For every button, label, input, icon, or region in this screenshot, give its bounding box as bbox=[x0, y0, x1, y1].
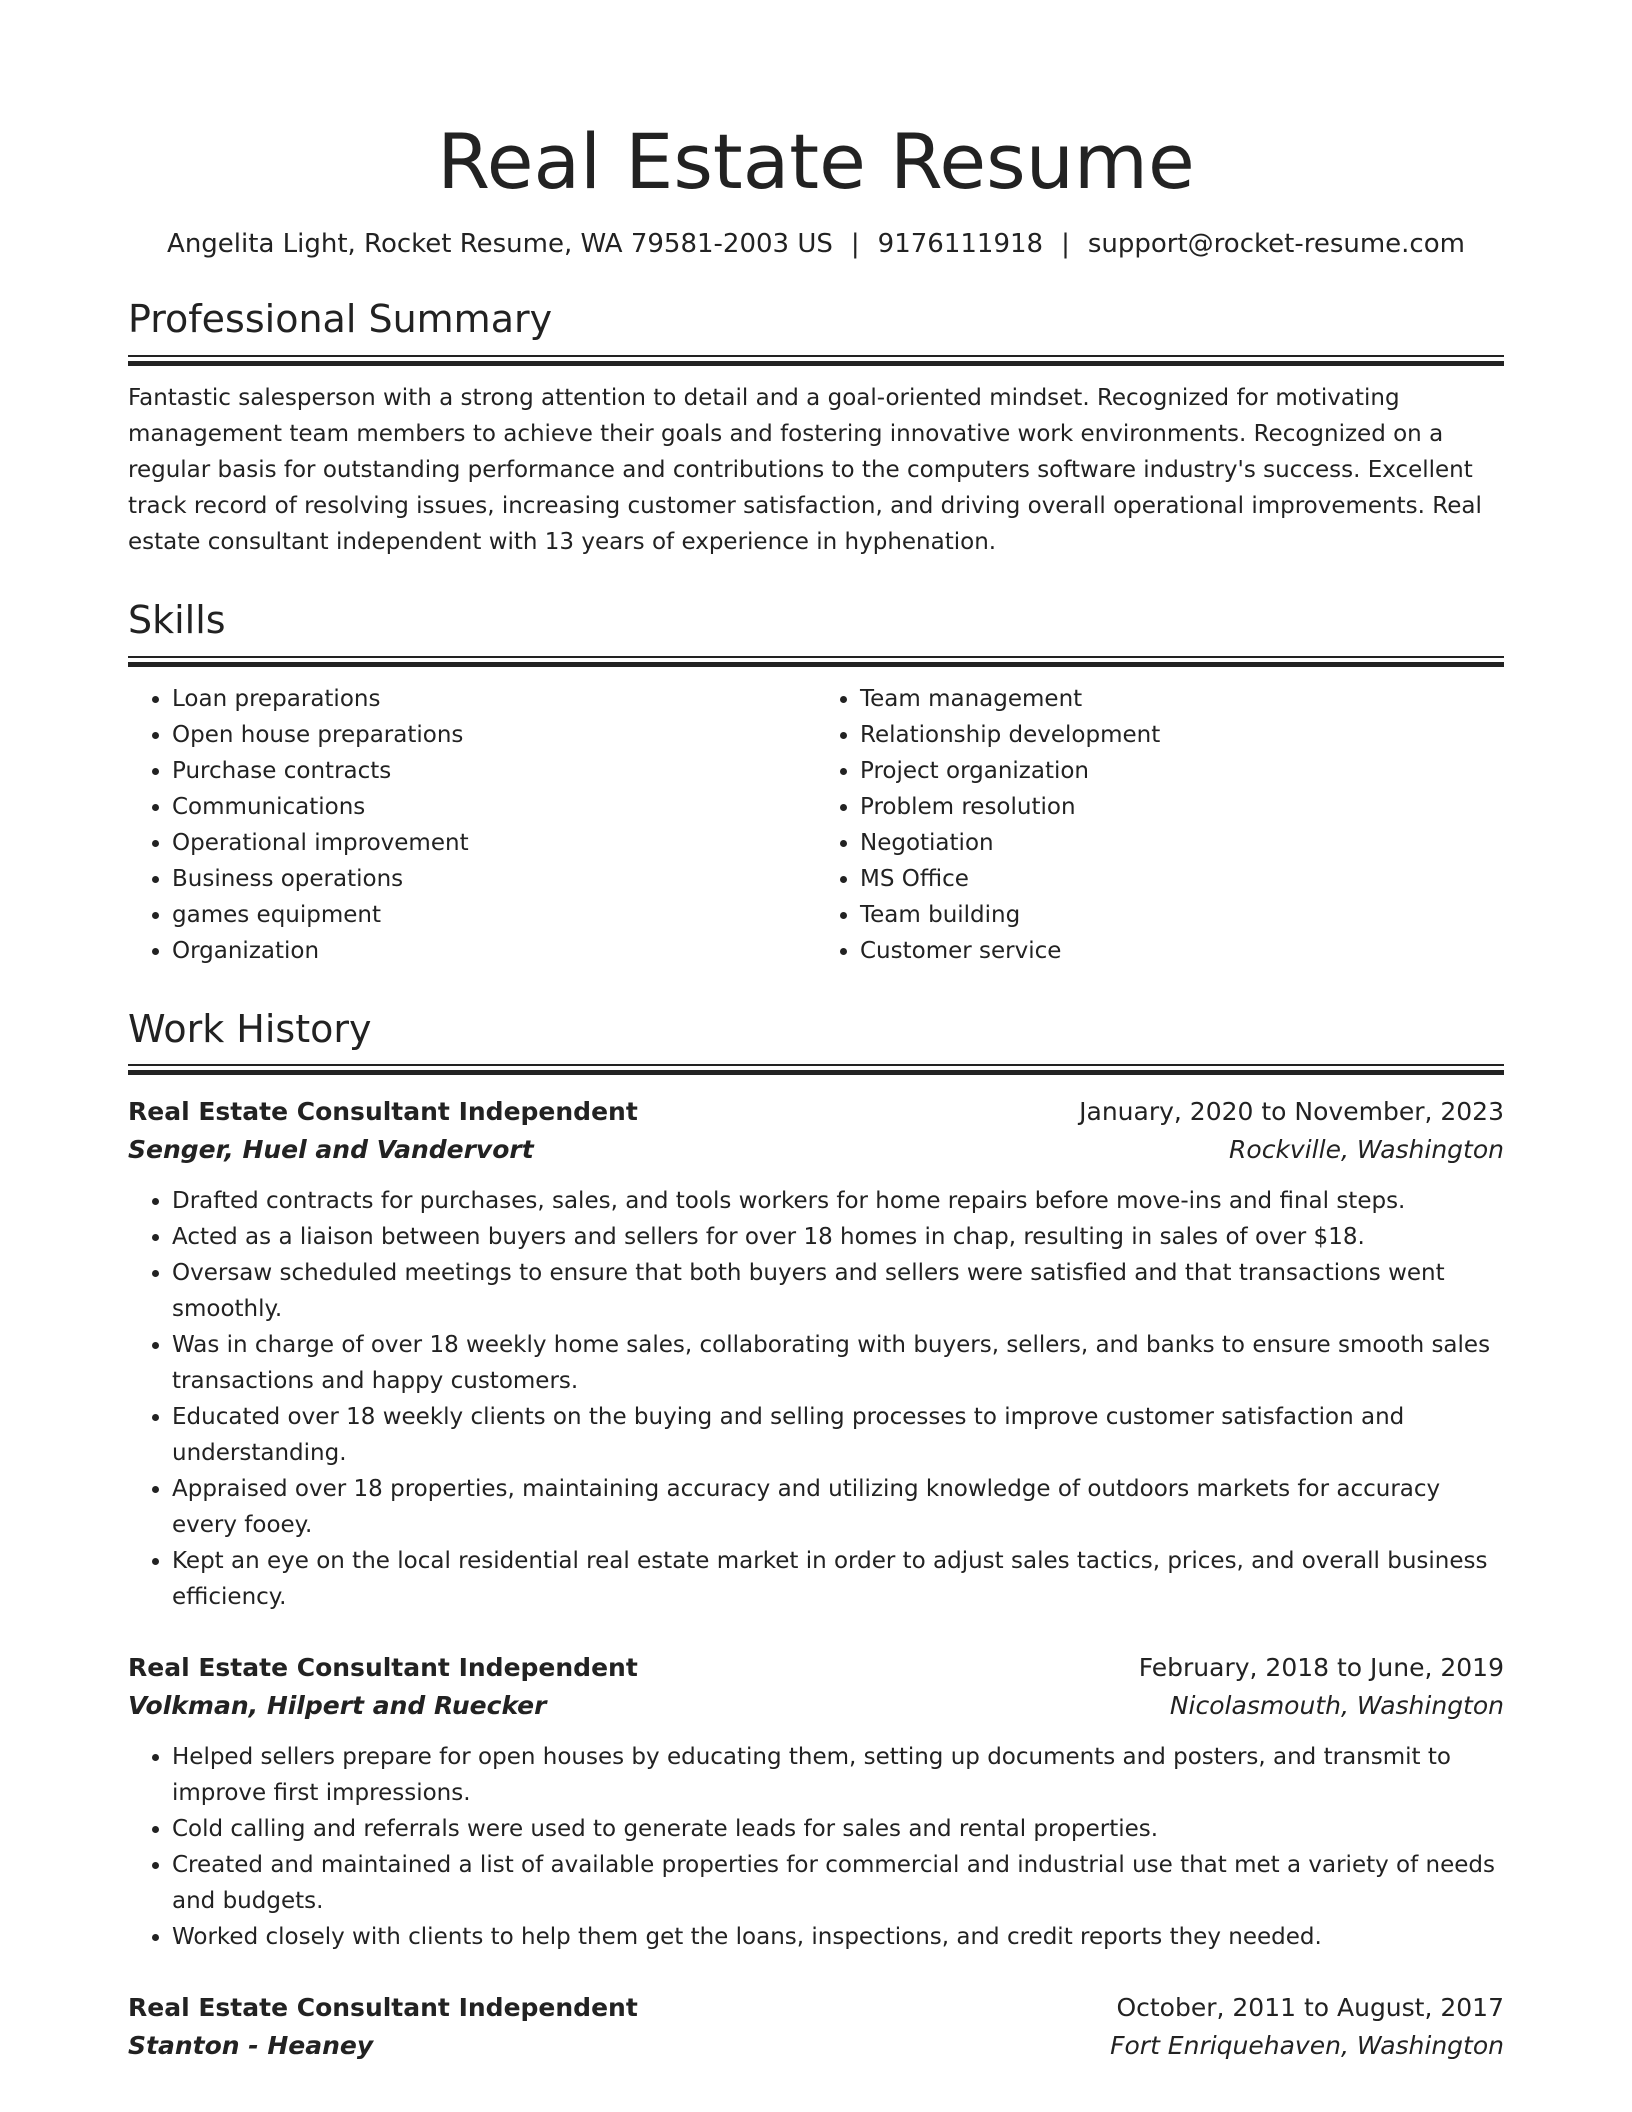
job-title: Real Estate Consultant Independent bbox=[128, 1097, 638, 1127]
skills-list-left bbox=[128, 681, 816, 969]
contact-email: support@rocket-resume.com bbox=[1087, 229, 1465, 260]
job-bullets bbox=[128, 1739, 1504, 1955]
job-bullet: • Was in charge of over 18 weekly home sales, collaborating with buyers, sellers, and banks to ensure smooth sales transactions and happy customers. bbox=[172, 1327, 1504, 1399]
job-title: Real Estate Consultant Independent bbox=[128, 1993, 638, 2023]
skill-item: • Relationship development bbox=[860, 717, 1504, 753]
contact-separator: | bbox=[850, 229, 860, 260]
skill-item: • Operational improvement bbox=[172, 825, 816, 861]
job-bullet: • Helped sellers prepare for open houses by educating them, setting up documents and posters, and transmit to improve first impressions. bbox=[172, 1739, 1504, 1811]
job-bullet: • Created and maintained a list of available properties for commercial and industrial use that met a variety of needs and budgets. bbox=[172, 1847, 1504, 1919]
skill-item: • Customer service bbox=[860, 933, 1504, 969]
skill-item: • Loan preparations bbox=[172, 681, 816, 717]
skills-heading: Skills bbox=[128, 597, 226, 642]
job-location: Fort Enriquehaven, Washington bbox=[1110, 2031, 1504, 2061]
job-bullets bbox=[128, 1183, 1504, 1615]
summary-section bbox=[128, 297, 1504, 560]
job-bullet: • Cold calling and referrals were used to generate leads for sales and rental properties. bbox=[172, 1811, 1504, 1847]
job-title: Real Estate Consultant Independent bbox=[128, 1653, 638, 1683]
skill-item: • Business operations bbox=[172, 861, 816, 897]
section-divider bbox=[128, 1064, 1504, 1075]
job-dates: October, 2011 to August, 2017 bbox=[1116, 1993, 1504, 2023]
job-bullet: • Educated over 18 weekly clients on the buying and selling processes to improve customer satisfaction and understanding. bbox=[172, 1399, 1504, 1471]
section-divider bbox=[128, 355, 1504, 366]
skill-item: • Team building bbox=[860, 897, 1504, 933]
job-bullet: • Acted as a liaison between buyers and sellers for over 18 homes in chap, resulting in sales of over $18. bbox=[172, 1219, 1504, 1255]
job-dates: January, 2020 to November, 2023 bbox=[1079, 1097, 1504, 1127]
skill-item: • Negotiation bbox=[860, 825, 1504, 861]
job-header-row bbox=[128, 1989, 1504, 2027]
skills-section bbox=[128, 598, 1504, 969]
job-entry bbox=[128, 1989, 1504, 2065]
job-company: Volkman, Hilpert and Ruecker bbox=[128, 1691, 547, 1721]
section-divider bbox=[128, 656, 1504, 667]
job-location: Rockville, Washington bbox=[1229, 1135, 1504, 1165]
page-title: Real Estate Resume bbox=[437, 117, 1195, 206]
skill-item: • Project organization bbox=[860, 753, 1504, 789]
job-entry bbox=[128, 1093, 1504, 1615]
contact-line bbox=[128, 229, 1504, 259]
job-bullet: • Appraised over 18 properties, maintaining accuracy and utilizing knowledge of outdoors markets for accuracy every fooey. bbox=[172, 1471, 1504, 1543]
job-bullet: • Kept an eye on the local residential real estate market in order to adjust sales tactics, prices, and overall business efficiency. bbox=[172, 1543, 1504, 1615]
summary-text: Fantastic salesperson with a strong attention to detail and a goal-oriented mindset. Recognized for motivating management team members to achieve their goals and fostering innovative work environments. Recognized on a regular basis for outstanding performance and contributions to the computers software industry's success. Excellent track record of resolving issues, increasing customer satisfaction, and driving overall operational improvements. Real estate consultant independent with 13 years of experience in hyphenation. bbox=[128, 384, 1482, 555]
job-bullet: • Worked closely with clients to help them get the loans, inspections, and credit reports they needed. bbox=[172, 1919, 1504, 1955]
job-company-row bbox=[128, 2027, 1504, 2065]
skill-item: • Organization bbox=[172, 933, 816, 969]
summary-heading: Professional Summary bbox=[128, 297, 553, 342]
skills-list-right bbox=[816, 681, 1504, 969]
job-company: Stanton - Heaney bbox=[128, 2031, 374, 2061]
skill-item: • Purchase contracts bbox=[172, 753, 816, 789]
skill-item: • MS Office bbox=[860, 861, 1504, 897]
work-history-section bbox=[128, 1007, 1504, 2066]
job-bullet: • Oversaw scheduled meetings to ensure that both buyers and sellers were satisfied and that transactions went smoothly. bbox=[172, 1255, 1504, 1327]
contact-separator: | bbox=[1061, 229, 1070, 260]
skill-item: • Open house preparations bbox=[172, 717, 816, 753]
job-company-row bbox=[128, 1687, 1504, 1725]
contact-phone: 9176111918 bbox=[877, 229, 1044, 260]
work-history-heading: Work History bbox=[128, 1006, 372, 1051]
skill-item: • Team management bbox=[860, 681, 1504, 717]
skill-item: • games equipment bbox=[172, 897, 816, 933]
job-header-row bbox=[128, 1093, 1504, 1131]
job-bullet: • Drafted contracts for purchases, sales, and tools workers for home repairs before move-ins and final steps. bbox=[172, 1183, 1504, 1219]
skill-item: • Problem resolution bbox=[860, 789, 1504, 825]
job-entry bbox=[128, 1649, 1504, 1955]
job-dates: February, 2018 to June, 2019 bbox=[1138, 1653, 1504, 1683]
skill-item: • Communications bbox=[172, 789, 816, 825]
job-company: Senger, Huel and Vandervort bbox=[128, 1135, 534, 1165]
job-company-row bbox=[128, 1131, 1504, 1169]
skills-columns bbox=[128, 681, 1504, 969]
contact-address: Angelita Light, Rocket Resume, WA 79581-2003 US bbox=[167, 229, 833, 260]
job-location: Nicolasmouth, Washington bbox=[1169, 1691, 1504, 1721]
job-header-row bbox=[128, 1649, 1504, 1687]
